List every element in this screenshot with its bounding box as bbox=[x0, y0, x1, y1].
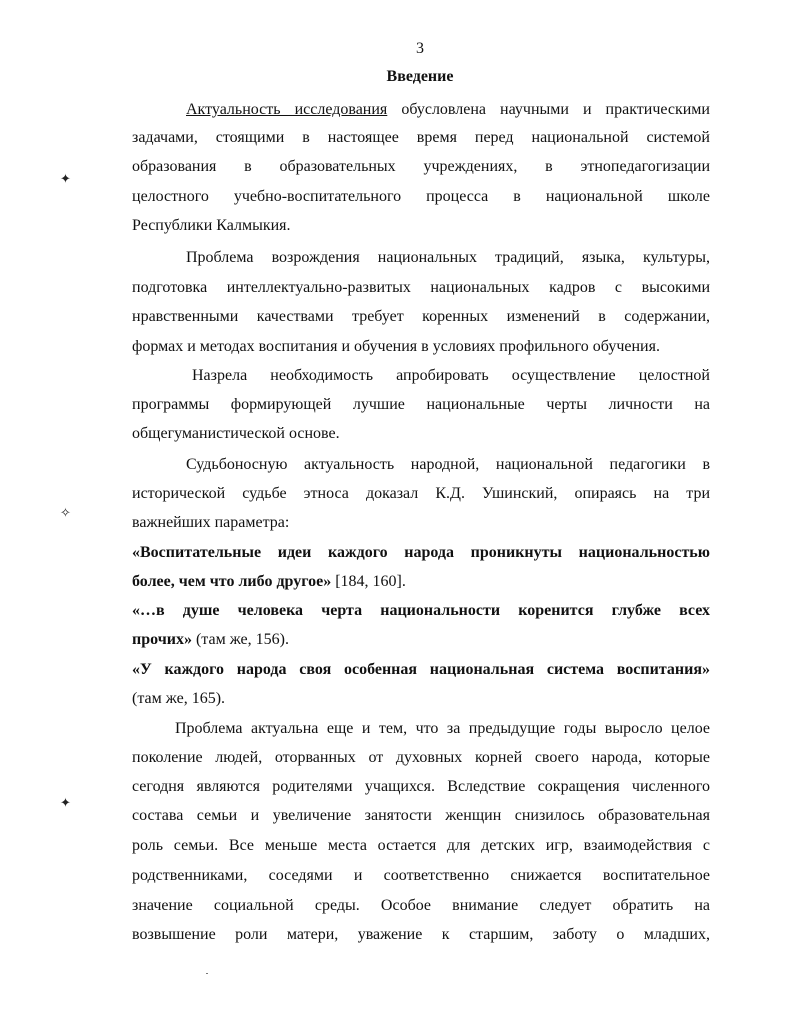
paragraph-1-line-5: Республики Калмыкия. bbox=[132, 217, 291, 234]
paragraph-4-line-2: исторической судьбе этноса доказал К.Д. Ушинский, опираясь на три bbox=[132, 485, 710, 502]
quote-1-line-2 bbox=[132, 572, 710, 592]
quote-text: более, чем что либо другое» bbox=[132, 573, 332, 590]
scan-speck bbox=[206, 973, 208, 974]
quote-text: прочих» bbox=[132, 631, 192, 648]
text-span: обусловлена научными и практическими bbox=[387, 101, 710, 118]
citation: (там же, 156). bbox=[191, 631, 289, 648]
scan-mark-icon: ✧ bbox=[60, 505, 71, 520]
scan-mark-icon: ✦ bbox=[60, 795, 71, 810]
paragraph-5-line-5: роль семьи. Все меньше места остается для детских игр, взаимодействия с bbox=[132, 837, 710, 854]
paragraph-5-line-8: возвышение роли матери, уважение к старшим, заботу о младших, bbox=[132, 926, 710, 943]
quote-2-line-1: «…в душе человека черта национальности коренится глубже всех bbox=[132, 602, 710, 619]
paragraph-1-line-1 bbox=[186, 100, 710, 120]
quote-1-line-1: «Воспитательные идеи каждого народа проникнуты национальностью bbox=[132, 544, 710, 561]
paragraph-4-line-3: важнейших параметра: bbox=[132, 514, 290, 531]
paragraph-5-line-4: состава семьи и увеличение занятости женщин снизилось образовательная bbox=[132, 807, 710, 824]
paragraph-5-line-2: поколение людей, оторванных от духовных корней своего народа, которые bbox=[132, 749, 710, 766]
underlined-phrase: Актуальность исследования bbox=[186, 101, 388, 118]
quote-3-line-1: «У каждого народа своя особенная национальная система воспитания» bbox=[132, 661, 710, 678]
paragraph-5-line-3: сегодня являются родителями учащихся. Вследствие сокращения численного bbox=[132, 778, 710, 795]
paragraph-1-line-3: образования в образовательных учреждениях, в этнопедагогизации bbox=[132, 158, 710, 175]
paragraph-5-line-1: Проблема актуальна еще и тем, что за предыдущие годы выросло целое bbox=[175, 720, 710, 737]
quote-3-line-2: (там же, 165). bbox=[132, 690, 226, 707]
paragraph-3-line-1: Назрела необходимость апробировать осуществление целостной bbox=[192, 367, 710, 384]
paragraph-3-line-2: программы формирующей лучшие национальные черты личности на bbox=[132, 396, 710, 413]
page-title: Введение bbox=[386, 68, 454, 85]
scan-mark-icon: ✦ bbox=[60, 171, 71, 186]
paragraph-2-line-3: нравственными качествами требует коренных изменений в содержании, bbox=[132, 308, 710, 325]
paragraph-3-line-3: общегуманистической основе. bbox=[132, 425, 340, 442]
citation: [184, 160]. bbox=[331, 573, 406, 590]
paragraph-4-line-1: Судьбоносную актуальность народной, национальной педагогики в bbox=[186, 456, 710, 473]
quote-2-line-2 bbox=[132, 630, 710, 650]
paragraph-1-line-4: целостного учебно-воспитательного процесса в национальной школе bbox=[132, 188, 710, 205]
paragraph-2-line-4: формах и методах воспитания и обучения в условиях профильного обучения. bbox=[132, 338, 660, 355]
paragraph-5-line-7: значение социальной среды. Особое внимание следует обратить на bbox=[132, 897, 710, 914]
page-number: 3 bbox=[416, 40, 424, 57]
paragraph-2-line-1: Проблема возрождения национальных традиций, языка, культуры, bbox=[186, 249, 710, 266]
paragraph-5-line-6: родственниками, соседями и соответственно снижается воспитательное bbox=[132, 867, 710, 884]
paragraph-1-line-2: задачами, стоящими в настоящее время перед национальной системой bbox=[132, 129, 710, 146]
paragraph-2-line-2: подготовка интеллектуально-развитых национальных кадров с высокими bbox=[132, 279, 710, 296]
